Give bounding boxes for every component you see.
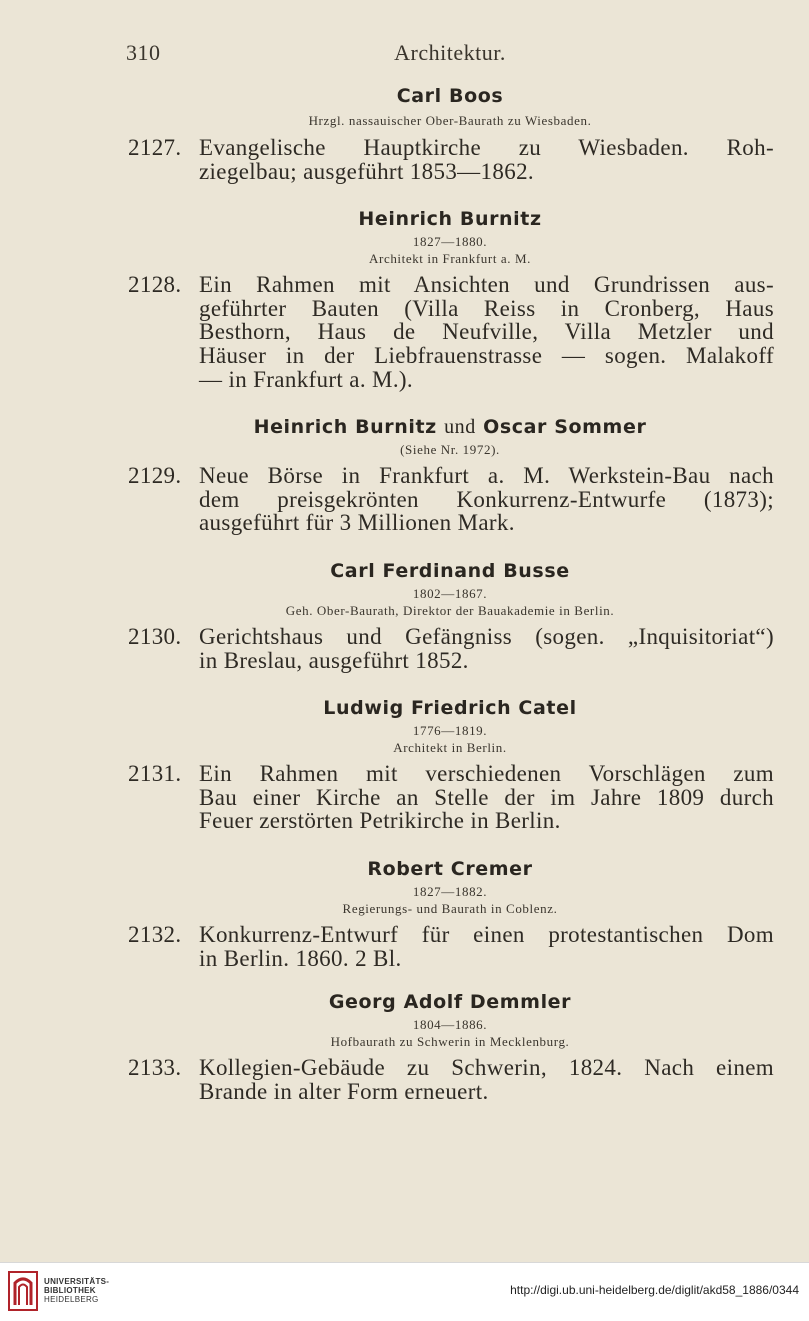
artist-role: Hrzgl. nassauischer Ober-Baurath zu Wiesbaden. — [308, 113, 592, 128]
catalog-entry — [126, 762, 774, 833]
entry-line: Kollegien-Gebäude zu Schwerin, 1824. Nach einem — [199, 1055, 774, 1081]
artist-role: Architekt in Frankfurt a. M. — [369, 251, 531, 267]
artist-name-part: Heinrich Burnitz — [253, 416, 437, 439]
artist-name-conjunction: und — [444, 416, 476, 439]
library-name-line: BIBLIOTHEK — [44, 1286, 96, 1295]
entry-number: 2129. — [128, 463, 182, 489]
entry-line: Ein Rahmen mit verschiedenen Vorschlägen zum — [199, 761, 774, 787]
entry-line: ausgeführt für 3 Millionen Mark. — [199, 510, 515, 536]
entry-line: — in Frankfurt a. M.). — [199, 366, 414, 392]
artist-role: Hofbaurath zu Schwerin in Mecklenburg. — [330, 1034, 570, 1050]
artist-section — [126, 205, 774, 391]
artist-role: Architekt in Berlin. — [393, 740, 507, 756]
entry-line: Bau einer Kirche an Stelle der im Jahre 1809 durch — [199, 784, 774, 810]
artist-dates: 1802—1867. — [412, 585, 488, 601]
digitization-footer — [0, 1262, 809, 1321]
entry-line: Feuer zerstörten Petrikirche in Berlin. — [199, 808, 561, 834]
entry-line: geführter Bauten (Villa Reiss in Cronberg, Haus — [199, 295, 774, 321]
artist-dates: 1827—1880. — [412, 234, 488, 250]
entry-line: Gerichtshaus und Gefängniss (sogen. „Inquisitoriat“) — [199, 623, 774, 649]
artist-name-part: Oscar Sommer — [483, 416, 647, 439]
entry-number: 2133. — [128, 1055, 182, 1081]
artist-name: Heinrich Burnitz — [358, 208, 542, 231]
artist-section — [126, 694, 774, 833]
entry-number: 2132. — [128, 921, 182, 947]
artist-dates: 1827—1882. — [412, 883, 488, 899]
catalog-content — [126, 82, 774, 1103]
entry-line: in Breslau, ausgeführt 1852. — [199, 647, 469, 673]
page-title: Architektur. — [394, 40, 506, 65]
artist-dates: 1804—1886. — [412, 1017, 488, 1033]
catalog-entry — [126, 273, 774, 391]
artist-section — [126, 82, 774, 183]
artist-role: Geh. Ober-Baurath, Direktor der Bauakademie in Berlin. — [285, 602, 615, 618]
artist-name: Carl Boos — [396, 85, 504, 107]
artist-section — [126, 988, 774, 1103]
entry-line: Konkurrenz-Entwurf für einen protestantischen Dom — [199, 921, 774, 947]
artist-name: Georg Adolf Demmler — [328, 991, 572, 1014]
artist-section — [126, 413, 774, 535]
artist-section — [126, 557, 774, 672]
catalog-entry — [126, 625, 774, 672]
entry-line: dem preisgekrönten Konkurrenz-Entwurfe (1873); — [199, 486, 774, 512]
entry-number: 2128. — [128, 272, 182, 298]
library-name-line: HEIDELBERG — [44, 1295, 99, 1304]
entry-number: 2131. — [128, 761, 182, 787]
entry-line: Brande in alter Form erneuert. — [199, 1078, 489, 1104]
library-name — [44, 1277, 109, 1304]
entry-number: 2127. — [128, 135, 182, 160]
artist-name — [126, 413, 774, 441]
catalog-entry — [126, 464, 774, 535]
artist-role: (Siehe Nr. 1972). — [400, 442, 500, 458]
library-name-line: UNIVERSITÄTS- — [44, 1277, 110, 1286]
entry-line: Häuser in der Liebfrauenstrasse — sogen. Malakoff — [199, 342, 774, 368]
entry-line: in Berlin. 1860. 2 Bl. — [199, 945, 402, 971]
artist-name: Carl Ferdinand Busse — [330, 559, 570, 582]
entry-line: Besthorn, Haus de Neufville, Villa Metzler und — [199, 319, 774, 345]
catalog-entry — [126, 136, 774, 183]
entry-line: Evangelische Hauptkirche zu Wiesbaden. Roh- — [199, 135, 774, 160]
catalog-entry — [126, 923, 774, 970]
entry-line: Ein Rahmen mit Ansichten und Grundrissen aus- — [199, 272, 774, 298]
source-url-link[interactable]: http://digi.ub.uni-heidelberg.de/diglit/akd58_1886/0344 — [510, 1283, 799, 1297]
page-number: 310 — [126, 40, 161, 65]
artist-role: Regierungs- und Baurath in Coblenz. — [342, 900, 558, 916]
entry-number: 2130. — [128, 623, 182, 649]
artist-name: Ludwig Friedrich Catel — [323, 697, 577, 720]
catalog-entry — [126, 1056, 774, 1103]
library-logo-icon — [8, 1271, 38, 1311]
entry-line: ziegelbau; ausgeführt 1853—1862. — [199, 158, 535, 184]
artist-section — [126, 855, 774, 970]
artist-name: Robert Cremer — [367, 857, 533, 880]
artist-dates: 1776—1819. — [412, 723, 488, 739]
entry-line: Neue Börse in Frankfurt a. M. Werkstein-Bau nach — [199, 463, 774, 489]
page-header — [126, 40, 774, 68]
